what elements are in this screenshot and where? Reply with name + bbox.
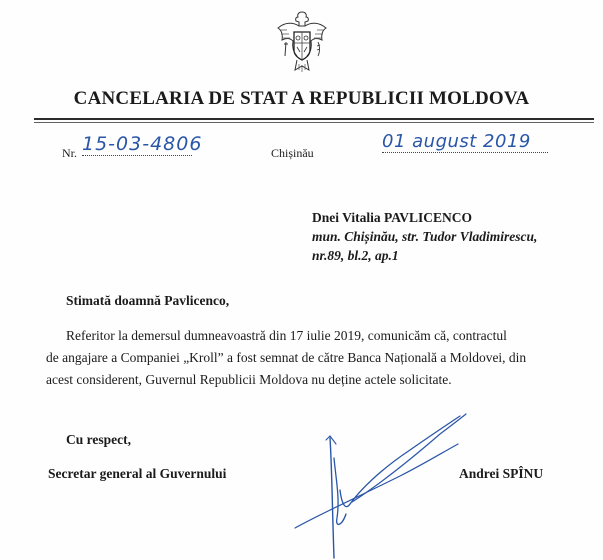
- letter-date: 01 august 2019: [382, 131, 548, 153]
- letter-body: [46, 325, 566, 391]
- signature-icon: [290, 410, 480, 560]
- body-line: Referitor la demersul dumneavoastră din 17 iulie 2019, comunicăm că, contractul: [66, 328, 507, 343]
- reference-number: 15-03-4806: [82, 133, 203, 155]
- signatory-title: Secretar general al Guvernului: [48, 466, 227, 481]
- recipient-block: [312, 208, 537, 265]
- coat-of-arms-icon: [273, 8, 331, 76]
- institution-title: CANCELARIA DE STAT A REPUBLICII MOLDOVA: [73, 88, 530, 109]
- body-line: acest considerent, Guvernul Republicii Moldova nu deține actele solicitate.: [46, 372, 452, 387]
- salutation: Stimată doamnă Pavlicenco,: [66, 293, 230, 308]
- header-rule: [34, 118, 594, 120]
- recipient-address-line-1: mun. Chișinău, str. Tudor Vladimirescu,: [312, 229, 538, 244]
- city-name: Chișinău: [271, 146, 314, 160]
- signatory-name: Andrei SPÎNU: [459, 466, 544, 481]
- reference-number-label: Nr.: [62, 146, 77, 160]
- recipient-name: Dnei Vitalia PAVLICENCO: [312, 210, 473, 225]
- recipient-address-line-2: nr.89, bl.2, ap.1: [312, 248, 399, 263]
- header-rule-thin: [34, 122, 594, 123]
- body-line: de angajare a Companiei „Kroll” a fost semnat de către Banca Națională a Moldovei, din: [46, 350, 527, 365]
- closing: Cu respect,: [66, 432, 131, 447]
